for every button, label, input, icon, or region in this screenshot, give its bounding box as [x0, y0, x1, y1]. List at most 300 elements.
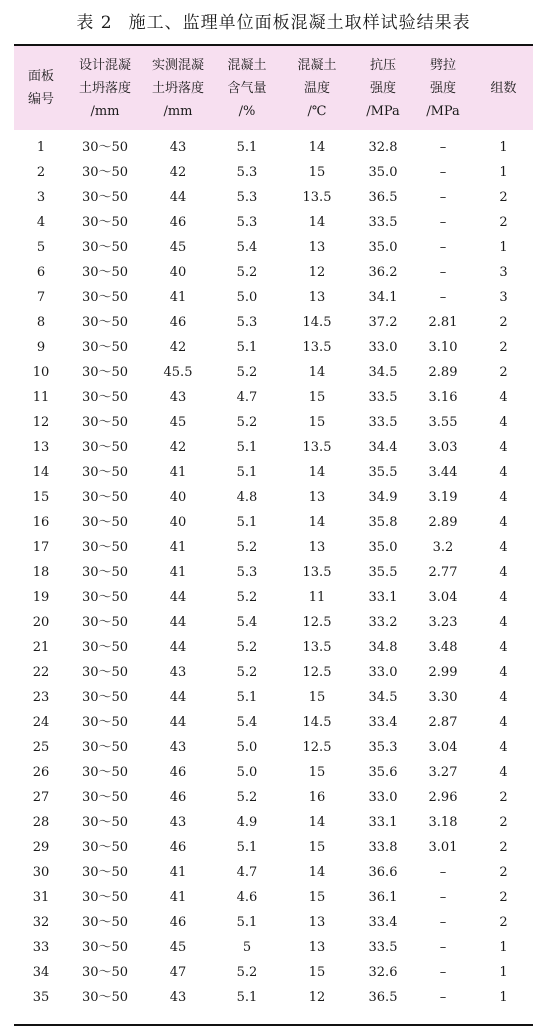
table-cell: 30～50	[81, 490, 129, 505]
table-cell: 4	[499, 765, 508, 780]
table-cell: 30～50	[81, 915, 129, 930]
table-cell: 36.5	[368, 190, 398, 205]
table-cell: 15	[308, 165, 326, 180]
table-cell: 5.2	[236, 415, 258, 430]
table-header	[14, 46, 533, 130]
table-cell: 1	[36, 140, 46, 155]
table-cell: 30～50	[81, 290, 129, 305]
table-row	[14, 460, 533, 485]
table-cell: 35.3	[368, 740, 398, 755]
table-cell: 4	[499, 565, 508, 580]
table-cell: 46	[169, 915, 187, 930]
table-cell: 15	[308, 840, 326, 855]
table-cell: 2	[499, 215, 508, 230]
header-splitting-strength	[412, 46, 474, 130]
table-cell: 3.04	[428, 590, 458, 605]
table-cell: –	[439, 265, 447, 280]
table-cell: 33.2	[368, 615, 398, 630]
table-cell: 4.9	[236, 815, 258, 830]
table-cell: 5.1	[236, 465, 258, 480]
header-line: 土坍落度	[151, 80, 204, 96]
header-line: 设计混凝	[78, 57, 131, 73]
table-cell: 30～50	[81, 265, 129, 280]
table-cell: 42	[169, 340, 187, 355]
table-cell: 30～50	[81, 165, 129, 180]
table-cell: 30～50	[81, 740, 129, 755]
table-cell: 26	[32, 765, 50, 780]
table-cell: 4	[499, 465, 508, 480]
table-cell: 43	[169, 990, 187, 1005]
table-row	[14, 985, 533, 1010]
header-measured-slump	[142, 46, 214, 130]
table-row	[14, 635, 533, 660]
header-line: /mm	[163, 103, 193, 119]
table-row	[14, 410, 533, 435]
table-cell: 35.6	[368, 765, 398, 780]
table-cell: 3.44	[428, 465, 458, 480]
header-line: /MPa	[366, 103, 400, 119]
table-cell: 30～50	[81, 715, 129, 730]
table-cell: 34.5	[368, 690, 398, 705]
table-cell: 1	[499, 965, 508, 980]
table-cell: 30～50	[81, 690, 129, 705]
table-cell: 5	[36, 240, 46, 255]
table-cell: 33.5	[368, 390, 398, 405]
table-cell: 4	[499, 640, 508, 655]
table-cell: 5.2	[236, 965, 258, 980]
table-cell: 30～50	[81, 940, 129, 955]
table-cell: 36.2	[368, 265, 398, 280]
table-cell: 3	[499, 265, 508, 280]
table-cell: 11	[32, 390, 50, 405]
table-number: 表 2	[76, 13, 113, 33]
table-cell: 3.03	[428, 440, 458, 455]
table-cell: 3.19	[428, 490, 458, 505]
table-cell: 30～50	[81, 190, 129, 205]
table-cell: 31	[32, 890, 50, 905]
table-cell: –	[439, 890, 447, 905]
table-cell: 5.1	[236, 990, 258, 1005]
table-cell: 4	[499, 590, 508, 605]
header-line: 土坍落度	[78, 80, 131, 96]
table-row	[14, 810, 533, 835]
table-row	[14, 835, 533, 860]
header-temperature	[280, 46, 354, 130]
table-cell: 2.81	[428, 315, 458, 330]
table-row	[14, 260, 533, 285]
table-row	[14, 435, 533, 460]
header-line: /MPa	[426, 103, 460, 119]
table-cell: 44	[169, 690, 187, 705]
table-cell: –	[439, 290, 447, 305]
table-cell: 13	[308, 540, 326, 555]
table-cell: 14	[308, 515, 326, 530]
table-cell: 30～50	[81, 590, 129, 605]
table-cell: 7	[36, 290, 46, 305]
table-cell: –	[439, 140, 447, 155]
table-row	[14, 385, 533, 410]
table-cell: 5.4	[236, 715, 258, 730]
table-cell: 30～50	[81, 465, 129, 480]
table-cell: 44	[169, 640, 187, 655]
table-cell: 30～50	[81, 240, 129, 255]
table-cell: 33.5	[368, 215, 398, 230]
table-cell: 41	[169, 465, 187, 480]
table-cell: 34.1	[368, 290, 398, 305]
table-cell: –	[439, 940, 447, 955]
table-cell: 35.8	[368, 515, 398, 530]
table-cell: 33.4	[368, 915, 398, 930]
table-cell: 5.3	[236, 215, 258, 230]
table-cell: 2.89	[428, 515, 458, 530]
table-cell: 40	[169, 490, 187, 505]
table-cell: 5.0	[236, 290, 258, 305]
table-cell: 42	[169, 165, 187, 180]
table-cell: 14	[308, 140, 326, 155]
table-cell: 5	[242, 940, 252, 955]
table-cell: 12	[32, 415, 50, 430]
table-row	[14, 235, 533, 260]
table-cell: 33	[32, 940, 50, 955]
table-row	[14, 710, 533, 735]
table-cell: 30～50	[81, 365, 129, 380]
table-body	[14, 130, 533, 1010]
results-table	[14, 46, 533, 1010]
table-cell: 46	[169, 215, 187, 230]
table-cell: 4	[499, 415, 508, 430]
table-row	[14, 660, 533, 685]
header-line: /%	[238, 103, 256, 119]
table-cell: 4	[499, 390, 508, 405]
table-cell: 5.0	[236, 740, 258, 755]
table-cell: 14.5	[302, 315, 332, 330]
table-cell: 35.0	[368, 165, 398, 180]
table-cell: 3	[36, 190, 46, 205]
table-cell: 3	[499, 290, 508, 305]
table-cell: 3.10	[428, 340, 458, 355]
table-cell: 3.2	[432, 540, 454, 555]
table-cell: 4.7	[236, 390, 258, 405]
table-cell: 2	[36, 165, 46, 180]
table-row	[14, 910, 533, 935]
table-cell: 4	[499, 715, 508, 730]
table-row	[14, 285, 533, 310]
table-cell: 2	[499, 815, 508, 830]
table-cell: 12.5	[302, 615, 332, 630]
header-line: 混凝土	[297, 57, 337, 73]
table-cell: 22	[32, 665, 50, 680]
table-cell: 43	[169, 815, 187, 830]
table-cell: 5.2	[236, 590, 258, 605]
table-cell: 30～50	[81, 415, 129, 430]
table-cell: 15	[308, 890, 326, 905]
table-row	[14, 935, 533, 960]
table-cell: 43	[169, 390, 187, 405]
table-cell: 30～50	[81, 790, 129, 805]
table-cell: 3.55	[428, 415, 458, 430]
header-line: 强度	[369, 80, 396, 96]
table-cell: 2	[499, 790, 508, 805]
table-cell: 33.5	[368, 415, 398, 430]
table-row	[14, 535, 533, 560]
table-row	[14, 585, 533, 610]
table-cell: 14	[32, 465, 50, 480]
table-cell: 35.5	[368, 565, 398, 580]
table-cell: 30～50	[81, 565, 129, 580]
table-cell: 33.1	[368, 815, 398, 830]
table-cell: 32.6	[368, 965, 398, 980]
table-cell: 4	[499, 490, 508, 505]
table-cell: 45	[169, 940, 187, 955]
table-cell: 5.2	[236, 540, 258, 555]
table-cell: 30～50	[81, 215, 129, 230]
table-cell: 5.3	[236, 165, 258, 180]
table-cell: 2.87	[428, 715, 458, 730]
table-row	[14, 735, 533, 760]
table-cell: 35.0	[368, 240, 398, 255]
table-cell: 9	[36, 340, 46, 355]
table-cell: 34.5	[368, 365, 398, 380]
table-cell: 34.8	[368, 640, 398, 655]
table-cell: 15	[308, 390, 326, 405]
table-cell: 3.01	[428, 840, 458, 855]
table-cell: 14	[308, 815, 326, 830]
table-title: 施工、监理单位面板混凝土取样试验结果表	[128, 13, 471, 33]
table-cell: 5.1	[236, 140, 258, 155]
table-cell: 30～50	[81, 440, 129, 455]
table-cell: 3.48	[428, 640, 458, 655]
table-row	[14, 785, 533, 810]
bottom-rule	[14, 1024, 533, 1026]
table-cell: 4	[499, 440, 508, 455]
table-cell: 33.0	[368, 340, 398, 355]
table-cell: 30～50	[81, 390, 129, 405]
table-cell: 33.4	[368, 715, 398, 730]
header-line: 组数	[490, 80, 517, 96]
table-cell: 4	[499, 740, 508, 755]
table-cell: 5.2	[236, 365, 258, 380]
table-cell: 4	[499, 665, 508, 680]
table-cell: 23	[32, 690, 50, 705]
table-cell: 4.6	[236, 890, 258, 905]
table-cell: 15	[32, 490, 50, 505]
table-cell: 21	[32, 640, 50, 655]
table-row	[14, 685, 533, 710]
table-cell: 1	[499, 990, 508, 1005]
header-panel-no	[14, 46, 68, 130]
table-cell: 44	[169, 615, 187, 630]
table-cell: 13	[308, 940, 326, 955]
table-cell: 41	[169, 540, 187, 555]
table-cell: 4	[36, 215, 46, 230]
table-cell: 16	[308, 790, 326, 805]
table-cell: 16	[32, 515, 50, 530]
table-cell: 41	[169, 890, 187, 905]
table-cell: 12	[308, 990, 326, 1005]
table-cell: 30	[32, 865, 50, 880]
table-row	[14, 610, 533, 635]
table-cell: 32	[32, 915, 50, 930]
table-cell: 5.4	[236, 615, 258, 630]
header-air-content	[214, 46, 280, 130]
table-cell: –	[439, 965, 447, 980]
table-cell: 14	[308, 365, 326, 380]
table-cell: 17	[32, 540, 50, 555]
table-cell: 33.5	[368, 940, 398, 955]
table-cell: 18	[32, 565, 50, 580]
table-cell: 45	[169, 415, 187, 430]
header-line: 含气量	[227, 80, 267, 96]
table-cell: 13	[308, 490, 326, 505]
table-cell: 41	[169, 290, 187, 305]
table-cell: 33.1	[368, 590, 398, 605]
table-cell: 45	[169, 240, 187, 255]
table-row	[14, 135, 533, 160]
table-cell: 14	[308, 215, 326, 230]
table-cell: 46	[169, 790, 187, 805]
header-line: 实测混凝	[151, 57, 204, 73]
table-cell: 30～50	[81, 540, 129, 555]
table-cell: 30～50	[81, 840, 129, 855]
table-cell: 2	[499, 365, 508, 380]
table-cell: 46	[169, 840, 187, 855]
table-cell: 13.5	[302, 440, 332, 455]
table-cell: 2	[499, 840, 508, 855]
table-cell: 14	[308, 465, 326, 480]
header-line: /mm	[90, 103, 120, 119]
table-cell: 41	[169, 565, 187, 580]
table-cell: 3.23	[428, 615, 458, 630]
table-cell: 35.5	[368, 465, 398, 480]
table-row	[14, 335, 533, 360]
header-row	[14, 46, 533, 130]
table-cell: 5.2	[236, 640, 258, 655]
table-cell: 15	[308, 690, 326, 705]
table-cell: –	[439, 990, 447, 1005]
table-cell: 30～50	[81, 140, 129, 155]
table-cell: 2.89	[428, 365, 458, 380]
table-cell: 34.4	[368, 440, 398, 455]
table-cell: 2.96	[428, 790, 458, 805]
table-cell: 13.5	[302, 190, 332, 205]
table-cell: 14.5	[302, 715, 332, 730]
table-cell: 35	[32, 990, 50, 1005]
table-cell: 1	[499, 140, 508, 155]
header-line: /℃	[307, 103, 327, 119]
table-cell: 13.5	[302, 565, 332, 580]
table-cell: 30～50	[81, 965, 129, 980]
table-cell: 5.1	[236, 690, 258, 705]
table-cell: 2	[499, 315, 508, 330]
table-cell: 5.1	[236, 840, 258, 855]
table-cell: 20	[32, 615, 50, 630]
table-cell: 5.0	[236, 765, 258, 780]
table-cell: 15	[308, 415, 326, 430]
table-cell: 5.4	[236, 240, 258, 255]
table-cell: 13	[308, 240, 326, 255]
table-cell: 1	[499, 940, 508, 955]
table-cell: 19	[32, 590, 50, 605]
table-cell: 3.04	[428, 740, 458, 755]
table-cell: 4	[499, 515, 508, 530]
table-cell: 5.1	[236, 915, 258, 930]
header-line: 面板	[27, 69, 54, 84]
table-cell: –	[439, 190, 447, 205]
table-cell: 24	[32, 715, 50, 730]
table-cell: 46	[169, 765, 187, 780]
header-line: 编号	[27, 92, 54, 107]
table-cell: 32.8	[368, 140, 398, 155]
table-cell: 11	[308, 590, 326, 605]
table-cell: 46	[169, 315, 187, 330]
table-cell: 33.0	[368, 790, 398, 805]
table-cell: –	[439, 215, 447, 230]
table-row	[14, 210, 533, 235]
table-cell: 25	[32, 740, 50, 755]
table-cell: 4	[499, 690, 508, 705]
table-cell: 30～50	[81, 890, 129, 905]
table-cell: 28	[32, 815, 50, 830]
table-cell: 30～50	[81, 815, 129, 830]
table-row	[14, 160, 533, 185]
table-cell: 3.18	[428, 815, 458, 830]
table-cell: 12.5	[302, 740, 332, 755]
header-line: 强度	[429, 80, 456, 96]
table-cell: 5.3	[236, 315, 258, 330]
table-row	[14, 310, 533, 335]
table-cell: 42	[169, 440, 187, 455]
table-cell: 45.5	[163, 365, 193, 380]
table-cell: 44	[169, 590, 187, 605]
table-cell: 44	[169, 190, 187, 205]
table-cell: 6	[36, 265, 46, 280]
table-cell: 2	[499, 890, 508, 905]
header-group-count	[474, 46, 533, 130]
table-cell: 13.5	[302, 340, 332, 355]
table-row	[14, 885, 533, 910]
table-row	[14, 510, 533, 535]
header-line: 温度	[303, 80, 330, 96]
table-cell: 5.3	[236, 190, 258, 205]
table-cell: 41	[169, 865, 187, 880]
table-cell: 30～50	[81, 315, 129, 330]
table-cell: 12	[308, 265, 326, 280]
table-row	[14, 560, 533, 585]
table-cell: 33.8	[368, 840, 398, 855]
table-cell: 14	[308, 865, 326, 880]
table-cell: 8	[36, 315, 46, 330]
table-cell: 40	[169, 265, 187, 280]
table-cell: 1	[499, 240, 508, 255]
table-cell: 43	[169, 665, 187, 680]
table-cell: 34	[32, 965, 50, 980]
table-cell: 15	[308, 965, 326, 980]
table-row	[14, 360, 533, 385]
table-cell: 36.5	[368, 990, 398, 1005]
table-cell: –	[439, 165, 447, 180]
table-cell: 35.0	[368, 540, 398, 555]
header-line: 劈拉	[429, 57, 456, 73]
table-cell: 43	[169, 140, 187, 155]
table-cell: –	[439, 915, 447, 930]
table-cell: 30～50	[81, 615, 129, 630]
table-cell: 2	[499, 190, 508, 205]
table-cell: 5.2	[236, 665, 258, 680]
table-cell: 29	[32, 840, 50, 855]
table-row	[14, 760, 533, 785]
table-cell: 36.1	[368, 890, 398, 905]
table-cell: 3.16	[428, 390, 458, 405]
